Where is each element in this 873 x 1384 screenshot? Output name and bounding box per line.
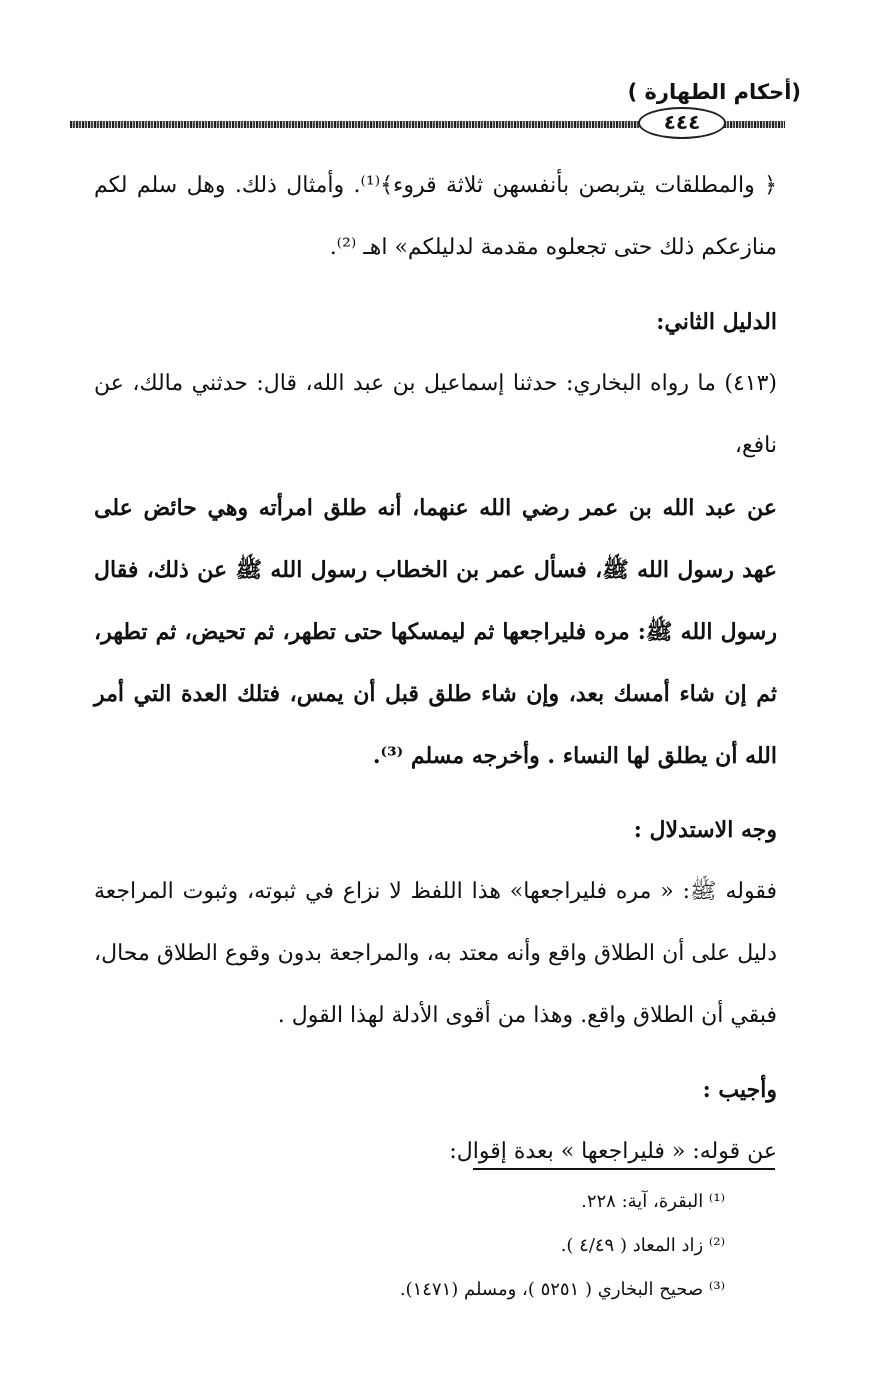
spacer (94, 279, 777, 291)
footnotes (150, 1180, 725, 1312)
footnote-1: ⁽¹⁾ البقرة، آية: ٢٢٨. (581, 1191, 725, 1212)
main-text (94, 155, 777, 1183)
heading-second-evidence: الدليل الثاني: (656, 309, 777, 335)
footnote-2: ⁽²⁾ زاد المعاد ( ٤/٤٩ ). (560, 1235, 725, 1256)
footnote-3: ⁽³⁾ صحيح البخاري ( ٥٢٥١ )، ومسلم (١٤٧١). (399, 1279, 725, 1300)
spacer (94, 787, 777, 799)
heading-inference: وجه الاستدلال : (633, 817, 777, 843)
heading-answer: وأجيب : (702, 1077, 777, 1103)
paragraph-answer: عن قوله: « فليراجعها » بعدة إقوال: (449, 1139, 777, 1164)
paragraph-hadith: عن عبد الله بن عمر رضي الله عنهما، أنه طلق امرأته وهي حائض على عهد رسول الله ﷺ، فسأل عمر بن الخطاب رسول الله ﷺ عن ذلك، فقال رسول الله ﷺ: مره فليراجعها ثم ليمسكها حتى تطهر، ثم تحيض، ثم تطهر، ثم إن شاء أمسك بعد، وإن شاء طلق قبل أن يمس، فتلك العدة التي أمر الله أن يطلق لها النساء . وأخرجه مسلم ⁽³⁾. (94, 495, 778, 769)
paragraph-isnad: (٤١٣) ما رواه البخاري: حدثنا إسماعيل بن عبد الله، قال: حدثني مالك، عن نافع، (94, 371, 777, 458)
paragraph-inference: فقوله ﷺ: « مره فليراجعها» هذا اللفظ لا نزاع في ثبوته، وثبوت المراجعة دليل على أن الطلاق واقع وأنه معتد به، والمراجعة بدون وقوع الطلاق محال، فبقي أن الطلاق واقع. وهذا من أقوى الأدلة لهذا القول . (94, 879, 777, 1028)
running-header-title: (أحكام الطهارة ) (627, 80, 801, 104)
page-number: ٤٤٤ (638, 107, 726, 139)
paragraph-quran-quote: ﴿ والمطلقات يتربصن بأنفسهن ثلاثة قروء﴾⁽¹⁾. وأمثال ذلك. وهل سلم لكم منازعكم ذلك حتى تجعلوه مقدمة لدليلكم» اهـ ⁽²⁾. (94, 173, 777, 260)
footnote-divider (473, 1168, 775, 1170)
spacer (94, 1047, 777, 1059)
